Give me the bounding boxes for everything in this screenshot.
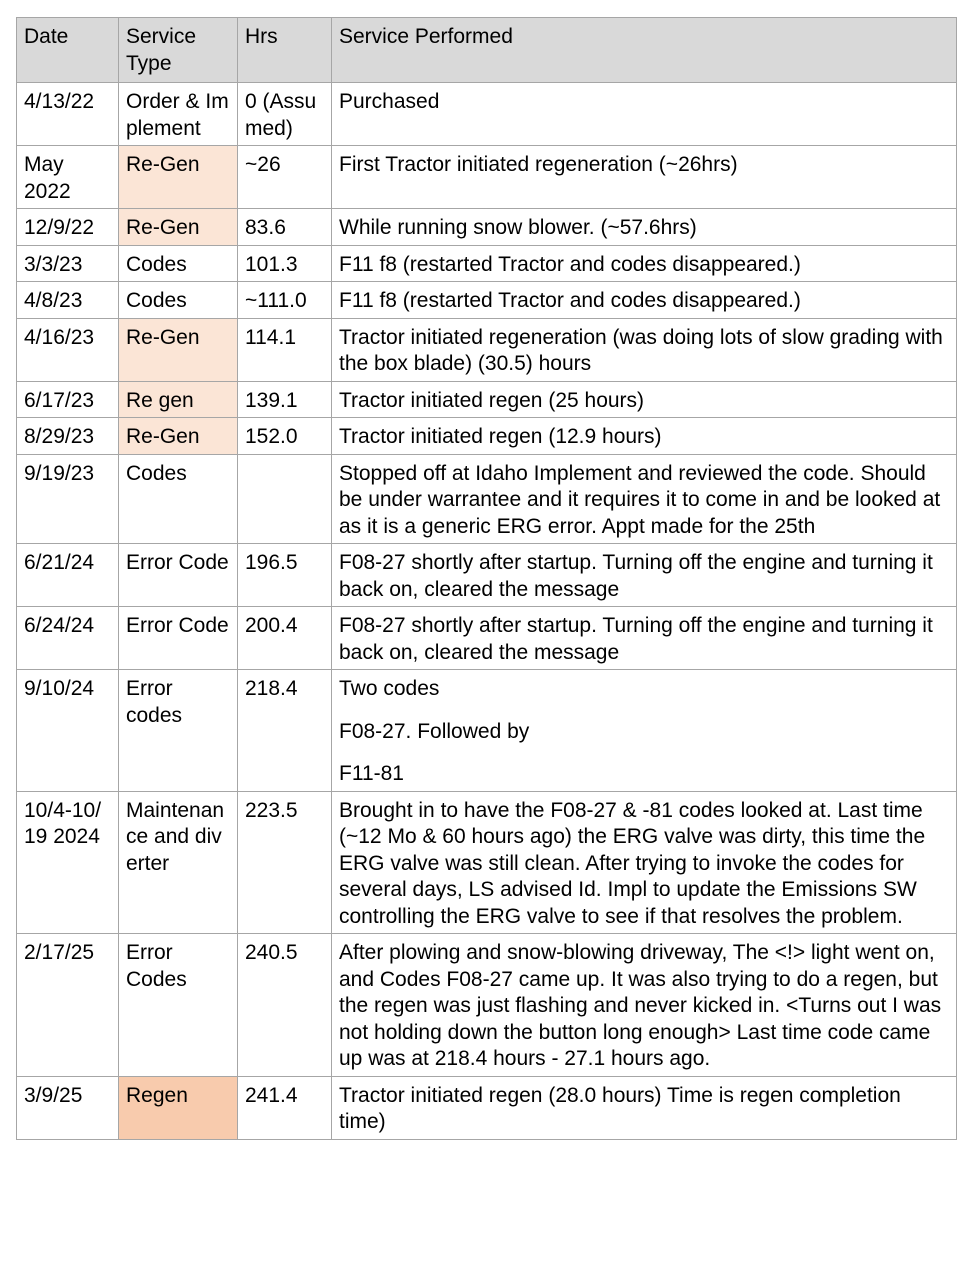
cell-date: 9/19/23	[17, 454, 119, 544]
cell-date: 12/9/22	[17, 209, 119, 246]
table-row	[17, 245, 957, 282]
cell-hrs: 200.4	[238, 607, 332, 670]
header-service-performed: Service Performed	[332, 18, 957, 83]
cell-service-performed	[332, 282, 957, 319]
cell-service-performed	[332, 318, 957, 381]
service-text: F08-27 shortly after startup. Turning off the engine and turning it back on, cleared the message	[339, 614, 933, 664]
cell-hrs: 139.1	[238, 381, 332, 418]
table-row	[17, 544, 957, 607]
table-row	[17, 282, 957, 319]
cell-hrs: 196.5	[238, 544, 332, 607]
cell-hrs: 240.5	[238, 934, 332, 1077]
service-text: F08-27 shortly after startup. Turning off the engine and turning it back on, cleared the message	[339, 551, 933, 601]
cell-hrs: 0 (Assumed)	[238, 83, 332, 146]
table-row	[17, 1076, 957, 1139]
cell-date: 6/17/23	[17, 381, 119, 418]
service-text: Two codes	[339, 677, 440, 700]
cell-service-performed	[332, 454, 957, 544]
cell-service-performed	[332, 670, 957, 792]
cell-hrs: 223.5	[238, 791, 332, 934]
table-row	[17, 83, 957, 146]
cell-date: 6/21/24	[17, 544, 119, 607]
cell-service-type: Codes	[119, 245, 238, 282]
table-row	[17, 791, 957, 934]
service-text: Tractor initiated regen (12.9 hours)	[339, 425, 662, 448]
cell-service-type: Maintenance and diverter	[119, 791, 238, 934]
table-row	[17, 318, 957, 381]
header-date: Date	[17, 18, 119, 83]
header-hrs: Hrs	[238, 18, 332, 83]
cell-service-performed	[332, 146, 957, 209]
cell-service-performed	[332, 544, 957, 607]
table-row	[17, 607, 957, 670]
cell-hrs: 114.1	[238, 318, 332, 381]
table-row	[17, 146, 957, 209]
cell-service-type: Error Code	[119, 544, 238, 607]
cell-hrs: 241.4	[238, 1076, 332, 1139]
cell-date: 4/8/23	[17, 282, 119, 319]
service-text: Brought in to have the F08-27 & -81 codes looked at. Last time (~12 Mo & 60 hours ago) the ERG valve was dirty, this time the ERG valve was still clean. After trying to invoke the codes for several days, LS advised Id. Impl to update the Emissions SW controlling the ERG valve to see if that resolves the problem.	[339, 798, 926, 928]
cell-service-type: Codes	[119, 454, 238, 544]
service-text: After plowing and snow-blowing driveway, The <!> light went on, and Codes F08-27 came up. It was also trying to do a regen, but the regen was just flashing and never kicked in. <Turns out I was not holding down the button long enough> Last time code came up was at 218.4 hours - 27.1 hours ago.	[339, 941, 942, 1070]
cell-hrs: ~111.0	[238, 282, 332, 319]
cell-date: 3/3/23	[17, 245, 119, 282]
cell-date: 6/24/24	[17, 607, 119, 670]
cell-service-type: Re-Gen	[119, 209, 238, 246]
cell-service-performed	[332, 83, 957, 146]
cell-date: 3/9/25	[17, 1076, 119, 1139]
table-row	[17, 934, 957, 1077]
header-row	[17, 18, 957, 83]
service-text: F11 f8 (restarted Tractor and codes disappeared.)	[339, 289, 801, 312]
service-text: Tractor initiated regen (25 hours)	[339, 388, 645, 412]
table-row	[17, 670, 957, 792]
cell-hrs	[238, 454, 332, 544]
service-text: Purchased	[339, 90, 440, 113]
cell-date: 9/10/24	[17, 670, 119, 792]
table-row	[17, 454, 957, 544]
cell-date: 4/16/23	[17, 318, 119, 381]
table-row	[17, 418, 957, 455]
cell-service-performed	[332, 418, 957, 455]
cell-service-performed	[332, 791, 957, 934]
table-row	[17, 209, 957, 246]
cell-date: 2/17/25	[17, 934, 119, 1077]
cell-date: 4/13/22	[17, 83, 119, 146]
service-text: F11-81	[339, 762, 404, 785]
cell-service-type: Error Codes	[119, 934, 238, 1077]
cell-service-type: Codes	[119, 282, 238, 319]
cell-service-performed	[332, 209, 957, 246]
service-log-table	[16, 17, 957, 1140]
cell-service-type: Re-Gen	[119, 318, 238, 381]
header-service-type: Service Type	[119, 18, 238, 83]
cell-hrs: 83.6	[238, 209, 332, 246]
cell-hrs: 101.3	[238, 245, 332, 282]
cell-date: May 2022	[17, 146, 119, 209]
cell-service-type: Re gen	[119, 381, 238, 418]
cell-service-type: Error codes	[119, 670, 238, 792]
cell-service-performed	[332, 934, 957, 1077]
cell-service-type: Order & Implement	[119, 83, 238, 146]
table-row	[17, 381, 957, 418]
cell-hrs: ~26	[238, 146, 332, 209]
cell-service-type: Re-Gen	[119, 146, 238, 209]
cell-service-type: Regen	[119, 1076, 238, 1139]
cell-service-performed	[332, 1076, 957, 1139]
service-text: Tractor initiated regeneration (was doing lots of slow grading with the box blade) (30.5) hours	[339, 325, 943, 375]
cell-service-type: Error Code	[119, 607, 238, 670]
cell-service-performed	[332, 607, 957, 670]
service-text: F08-27. Followed by	[339, 719, 530, 743]
cell-date: 8/29/23	[17, 418, 119, 455]
cell-hrs: 218.4	[238, 670, 332, 792]
cell-service-type: Re-Gen	[119, 418, 238, 455]
service-text: Tractor initiated regen (28.0 hours) Time is regen completion time)	[339, 1083, 901, 1133]
service-text: F11 f8 (restarted Tractor and codes disappeared.)	[339, 252, 801, 276]
service-text: First Tractor initiated regeneration (~26hrs)	[339, 153, 738, 176]
cell-service-performed	[332, 381, 957, 418]
service-text: Stopped off at Idaho Implement and reviewed the code. Should be under warrantee and it requires it to come in and be looked at as it is a generic ERG error. Appt made for the 25th	[339, 461, 941, 538]
cell-hrs: 152.0	[238, 418, 332, 455]
cell-service-performed	[332, 245, 957, 282]
cell-date: 10/4-10/19 2024	[17, 791, 119, 934]
service-text: While running snow blower. (~57.6hrs)	[339, 216, 697, 239]
